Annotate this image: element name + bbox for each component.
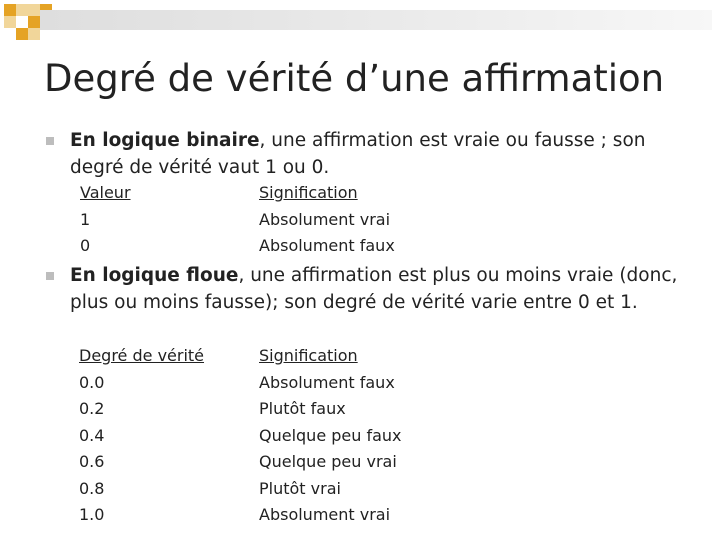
bullet-text-fuzzy bbox=[70, 262, 690, 316]
table-cell: 1 bbox=[80, 209, 91, 229]
table-cell: Quelque peu vrai bbox=[259, 452, 397, 471]
table-cell: 0.8 bbox=[79, 478, 105, 498]
table-cell: Absolument vrai bbox=[259, 505, 391, 524]
table-cell: 1.0 bbox=[79, 505, 105, 524]
table-cell: Absolument vrai bbox=[259, 209, 391, 229]
table-header: Valeur bbox=[80, 183, 131, 202]
table-cell: 0.0 bbox=[79, 372, 105, 392]
slide-title: Degré de vérité d’une affirmation bbox=[44, 57, 665, 100]
table-cell: 0.6 bbox=[79, 452, 105, 471]
bullet-text-binary bbox=[70, 127, 690, 181]
bullet-rest: , une affirmation est vraie ou fausse ; son degré de vérité vaut 1 ou 0. bbox=[70, 130, 646, 178]
table-cell: Plutôt vrai bbox=[259, 478, 341, 498]
table-cell: Plutôt faux bbox=[259, 399, 346, 418]
table-header: Signification bbox=[259, 183, 358, 202]
table-cell: Quelque peu faux bbox=[259, 425, 402, 445]
bullet-rest: , une affirmation est plus ou moins vraie (donc, plus ou moins fausse); son degré de vérité varie entre 0 et 1. bbox=[70, 265, 678, 313]
bullet-term: En logique floue bbox=[70, 265, 239, 286]
table-cell: Absolument faux bbox=[259, 236, 395, 255]
bullet-term: En logique binaire bbox=[70, 130, 260, 151]
table-cell: 0 bbox=[80, 236, 91, 255]
table-cell: Absolument faux bbox=[259, 372, 395, 392]
table-header: Signification bbox=[259, 346, 358, 365]
table-header: Degré de vérité bbox=[79, 346, 205, 365]
table-cell: 0.2 bbox=[79, 399, 105, 418]
header-gradient-bar bbox=[40, 10, 712, 30]
bullet-marker-icon bbox=[46, 272, 54, 280]
bullet-marker-icon bbox=[46, 137, 54, 145]
table-cell: 0.4 bbox=[79, 425, 105, 445]
